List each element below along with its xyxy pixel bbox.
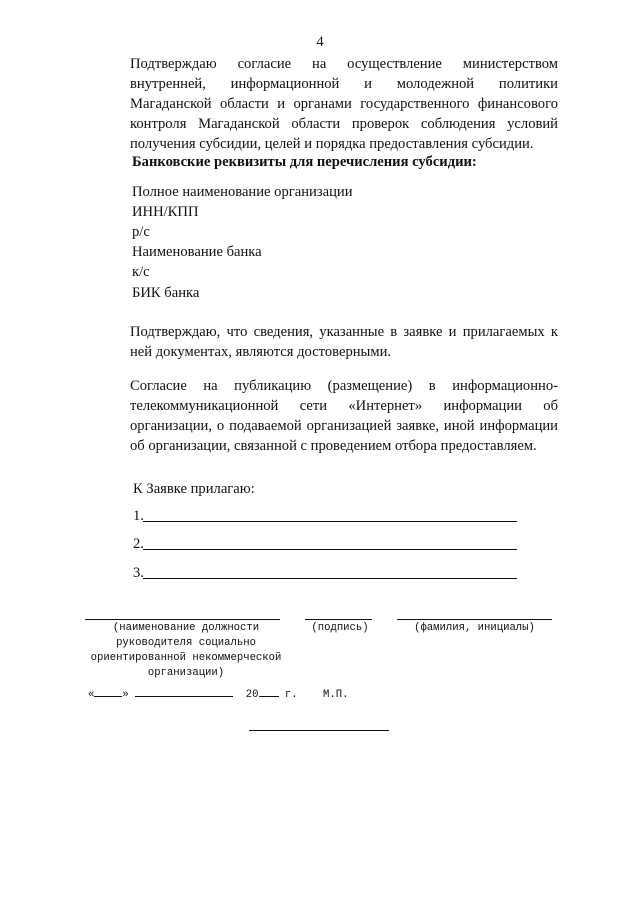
- position-caption: (наименование должности руководителя социально ориентированной некоммерческой организации): [90, 622, 282, 679]
- bank-detail-corr-account: к/с: [132, 264, 150, 280]
- year-prefix: 20: [245, 689, 259, 701]
- date-open-quote: «: [88, 689, 95, 701]
- attachment-number: 1.: [133, 508, 144, 524]
- attachment-fill-line: [143, 578, 517, 579]
- attachment-number: 2.: [133, 536, 144, 552]
- page-number: 4: [316, 34, 324, 50]
- closing-line: [249, 730, 389, 731]
- month-fill-line: [135, 684, 233, 697]
- name-signature-line: [397, 619, 552, 620]
- bank-details-heading: Банковские реквизиты для перечисления субсидии:: [132, 154, 477, 170]
- attachment-row-1: [133, 506, 517, 526]
- signature-caption: (подпись): [311, 622, 369, 634]
- attachment-fill-line: [143, 549, 517, 550]
- name-caption: (фамилия, инициалы): [414, 622, 535, 634]
- date-close-quote: »: [122, 689, 129, 701]
- paragraph-confirm-accuracy: Подтверждаю, что сведения, указанные в заявке и прилагаемых к ней документах, являются достоверными.: [130, 324, 558, 360]
- attachment-number: 3.: [133, 565, 144, 581]
- year-suffix: г.: [284, 689, 298, 701]
- bank-detail-bik: БИК банка: [132, 285, 200, 301]
- attachment-row-3: [133, 563, 517, 583]
- attachments-heading: К Заявке прилагаю:: [133, 481, 255, 497]
- bank-detail-inn-kpp: ИНН/КПП: [132, 204, 199, 220]
- position-signature-line: [85, 619, 280, 620]
- year-fill-line: [259, 684, 279, 697]
- attachment-row-2: [133, 534, 517, 554]
- paragraph-publication-consent: Согласие на публикацию (размещение) в информационно-телекоммуникационной сети «Интернет» информации об организации, о подаваемой организацией заявке, иной информации об организации, связанной с проведением отбора предоставляем.: [130, 378, 558, 454]
- attachment-fill-line: [143, 521, 517, 522]
- day-fill-line: [94, 684, 122, 697]
- bank-detail-bank-name: Наименование банка: [132, 244, 262, 260]
- bank-detail-account: р/с: [132, 224, 150, 240]
- signature-line: [305, 619, 372, 620]
- stamp-label: М.П.: [323, 689, 349, 701]
- date-stamp-line: [88, 684, 368, 703]
- paragraph-consent-inspections: Подтверждаю согласие на осуществление министерством внутренней, информационной и молодежной политики Магаданской области и органами государственного финансового контроля Магаданской области проверок соблюдения условий получения субсидии, целей и порядка предоставления субсидии.: [130, 56, 558, 152]
- bank-detail-org-name: Полное наименование организации: [132, 184, 353, 200]
